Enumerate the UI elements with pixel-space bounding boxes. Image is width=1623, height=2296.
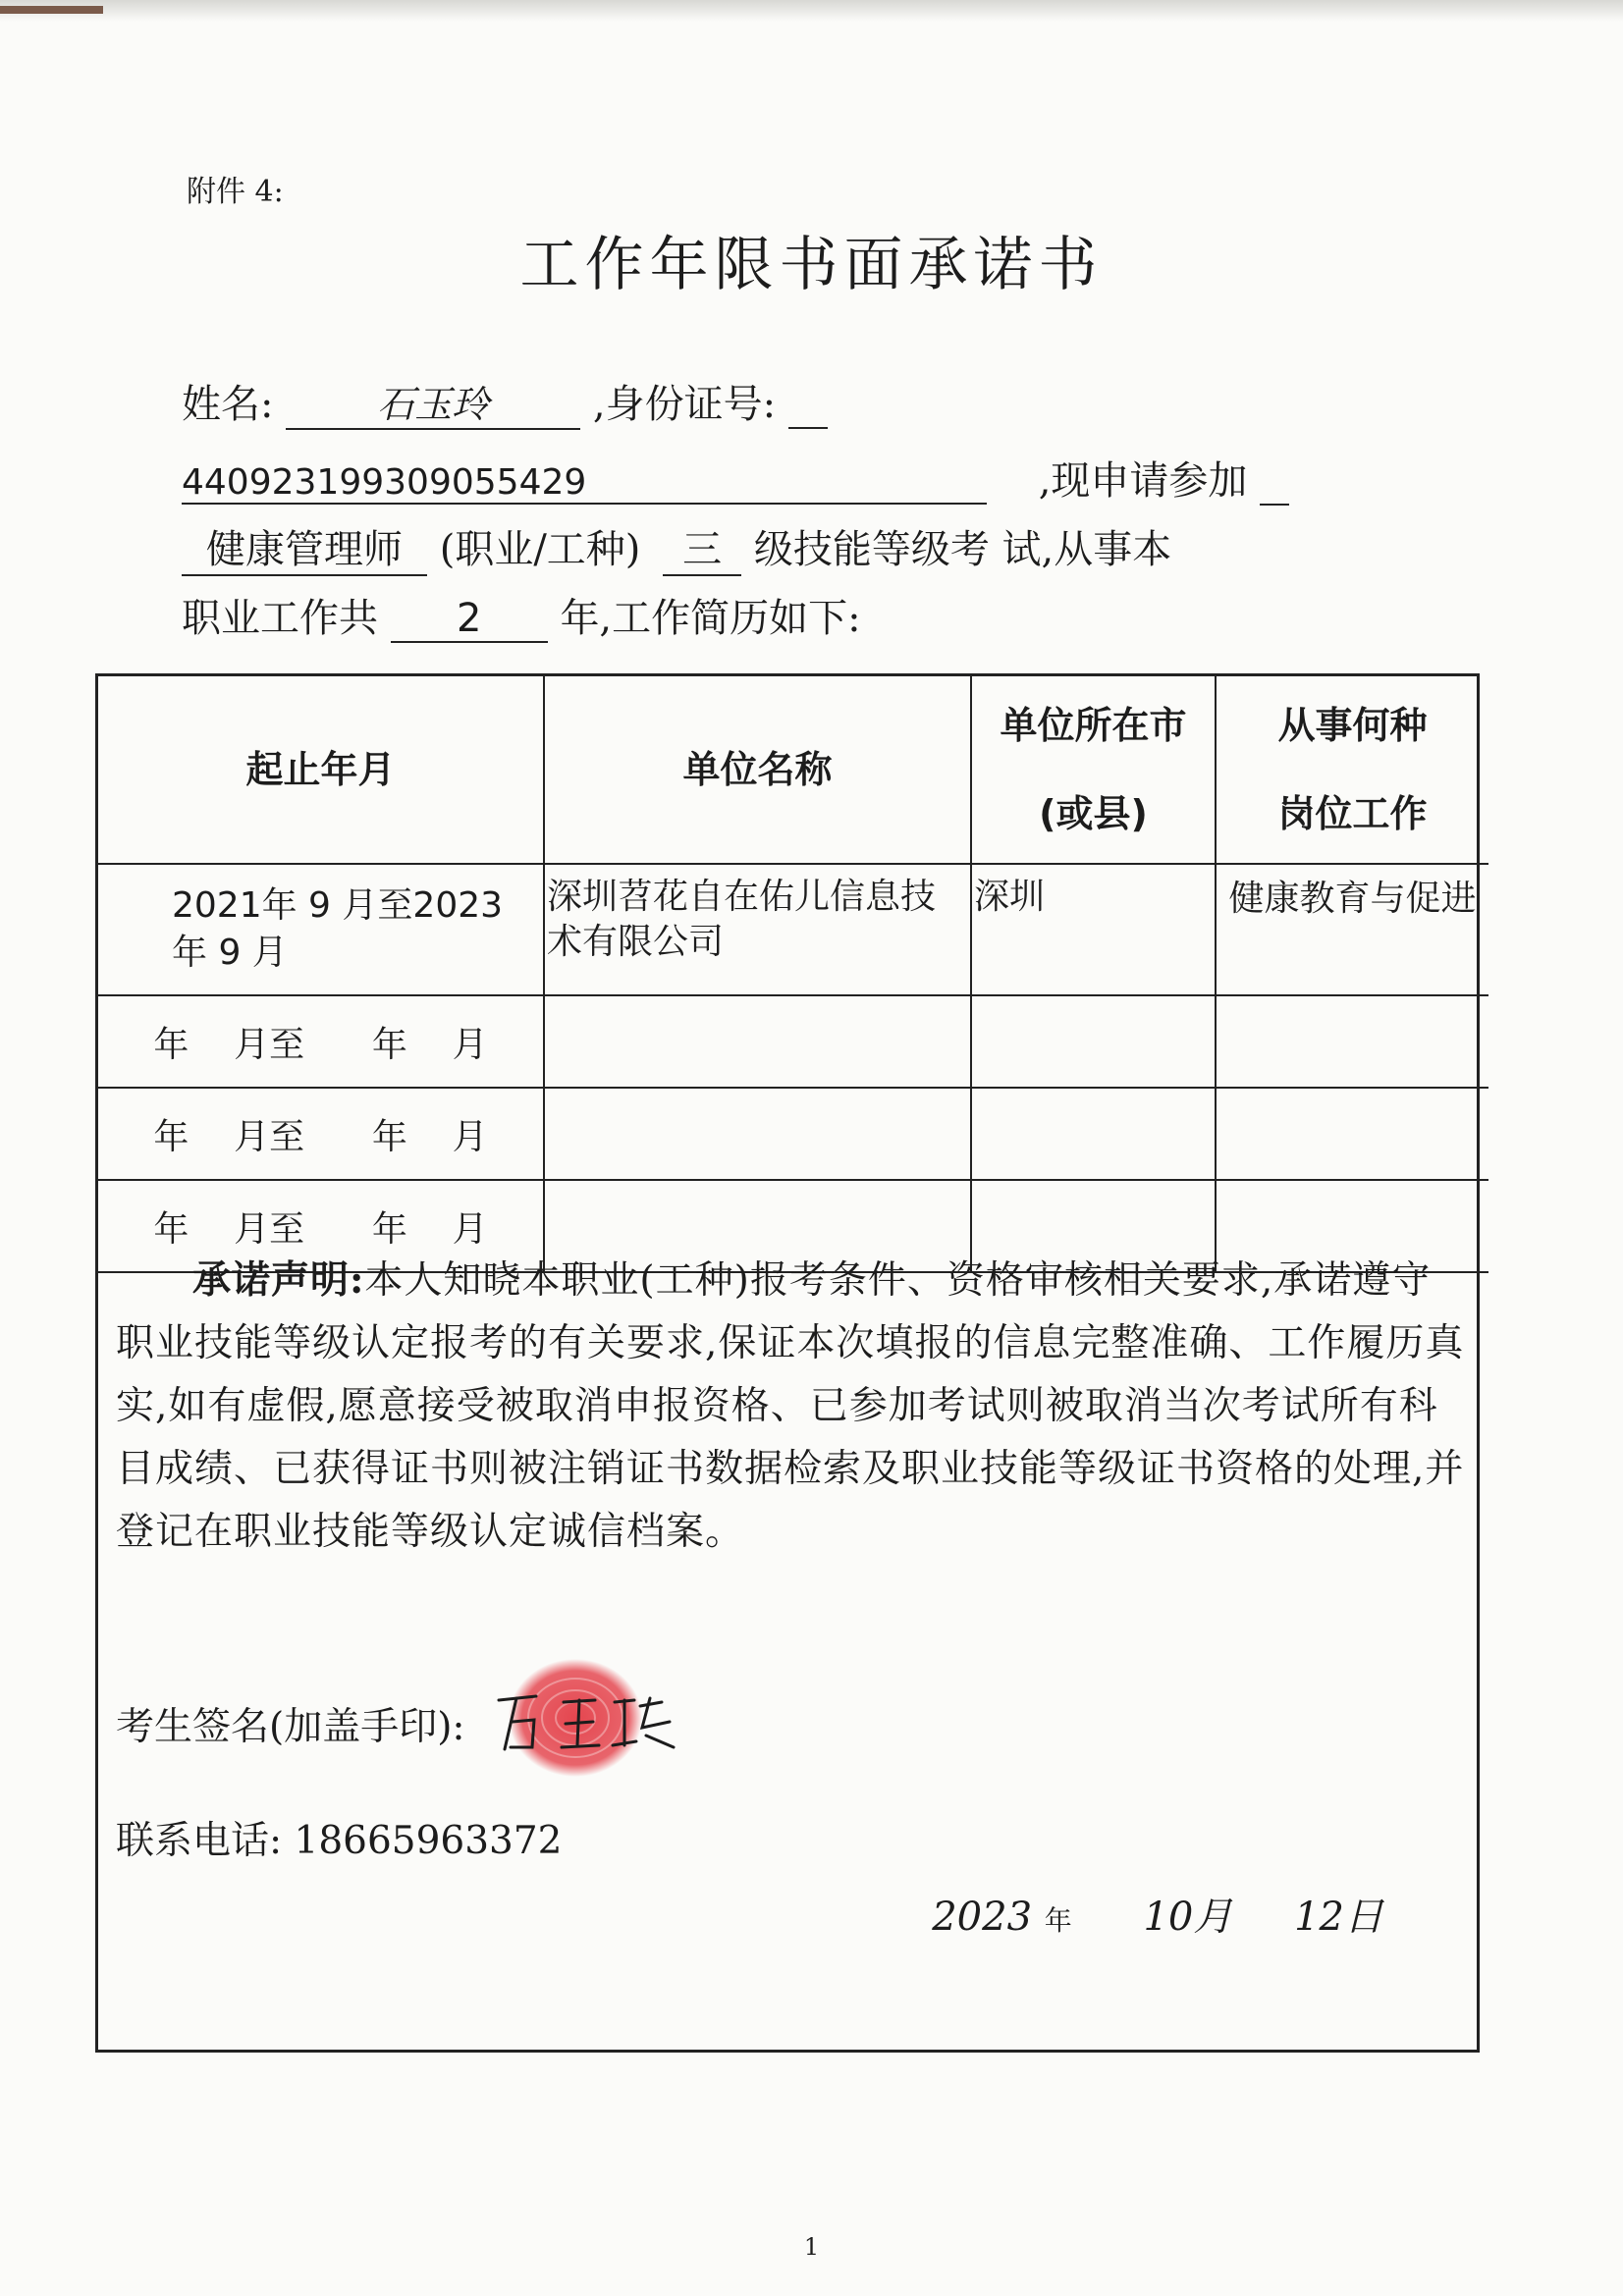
header-city-line2: (或县)	[1039, 792, 1148, 835]
page-number: 1	[803, 2233, 820, 2261]
period-cell[interactable]	[98, 864, 544, 995]
date-year: 2023	[932, 1895, 1033, 1940]
signature-row	[116, 1685, 674, 1774]
phone-label: 联系电话:	[116, 1819, 283, 1863]
header-city	[971, 676, 1216, 864]
intro-line-1	[182, 373, 828, 432]
signature-area[interactable]	[477, 1685, 674, 1774]
apply-text: ,现申请参加	[1038, 458, 1248, 504]
company-cell[interactable]	[544, 1088, 971, 1180]
scan-artifact	[0, 6, 103, 14]
intro-line-2	[182, 450, 1289, 508]
position-cell[interactable]	[1216, 995, 1488, 1088]
signing-date	[932, 1886, 1383, 1942]
years-suffix: 年,工作简历如下:	[560, 596, 861, 641]
pledge-statement	[116, 1249, 1465, 1564]
table-row	[98, 1088, 1488, 1180]
date-day: 12日	[1294, 1895, 1383, 1940]
header-company: 单位名称	[544, 676, 971, 864]
signature-label: 考生签名(加盖手印):	[116, 1705, 465, 1749]
table-row	[98, 995, 1488, 1088]
header-period: 起止年月	[98, 676, 544, 864]
contact-row	[116, 1810, 563, 1865]
header-position-line1: 从事何种	[1277, 704, 1428, 747]
attachment-label: 附件 4:	[187, 175, 284, 209]
period-line1: 2021年 9 月至2023	[172, 885, 504, 926]
scan-edge	[0, 0, 1623, 22]
name-label: 姓名:	[182, 382, 274, 427]
header-position	[1216, 676, 1488, 864]
city-cell[interactable]: 深圳	[971, 864, 1216, 995]
work-history-table	[98, 676, 1488, 1273]
header-position-line2: 岗位工作	[1277, 792, 1428, 835]
level-field[interactable]: 三	[663, 518, 741, 576]
date-year-unit: 年	[1044, 1904, 1072, 1937]
period-cell[interactable]: 年 月至 年 月	[98, 995, 544, 1088]
intro-line-3	[182, 518, 1171, 577]
company-cell[interactable]: 深圳苕花自在佑儿信息技术有限公司	[544, 864, 971, 995]
header-city-line1: 单位所在市	[1000, 704, 1187, 747]
document-title: 工作年限书面承诺书	[519, 231, 1104, 299]
phone-value[interactable]: 18665963372	[294, 1819, 563, 1863]
id-underline-start	[788, 382, 828, 429]
city-cell[interactable]	[971, 1088, 1216, 1180]
position-cell[interactable]	[1216, 1088, 1488, 1180]
occupation-field[interactable]: 健康管理师	[182, 518, 427, 576]
level-suffix: 级技能等级考 试,从事本	[753, 527, 1172, 572]
id-number-field[interactable]: 440923199309055429	[182, 462, 987, 505]
city-cell[interactable]	[971, 995, 1216, 1088]
fingerprint-signature	[477, 1651, 693, 1789]
table-row	[98, 864, 1488, 995]
occupation-suffix: (职业/工种)	[439, 527, 641, 572]
period-cell[interactable]: 年 月至 年 月	[98, 1088, 544, 1180]
intro-line-4	[182, 587, 861, 646]
position-cell[interactable]: 健康教育与促进	[1216, 864, 1488, 995]
pledge-label: 承诺声明:	[192, 1257, 365, 1303]
period-line2: 年 9 月	[172, 933, 288, 973]
apply-underline	[1260, 458, 1289, 506]
company-cell[interactable]	[544, 995, 971, 1088]
years-field[interactable]: 2	[391, 596, 548, 643]
date-month: 10月	[1143, 1895, 1233, 1940]
pledge-text: 本人知晓本职业(工种)报考条件、资格审核相关要求,承诺遵守职业技能等级认定报考的有关要求,保证本次填报的信息完整准确、工作履历真实,如有虚假,愿意接受被取消申报资格、已参加考试则被取消当次考试所有科目成绩、已获得证书则被注销证书数据检索及职业技能等级证书资格的处理,并登记在职业技能等级认定诚信档案。	[116, 1258, 1465, 1554]
work-history-form	[95, 673, 1480, 2053]
name-field[interactable]: 石玉玲	[286, 374, 580, 430]
years-prefix: 职业工作共	[182, 596, 378, 641]
table-header-row	[98, 676, 1488, 864]
period-cell[interactable]: 年 月至 年 月	[98, 1180, 544, 1272]
id-label: ,身份证号:	[592, 382, 777, 427]
